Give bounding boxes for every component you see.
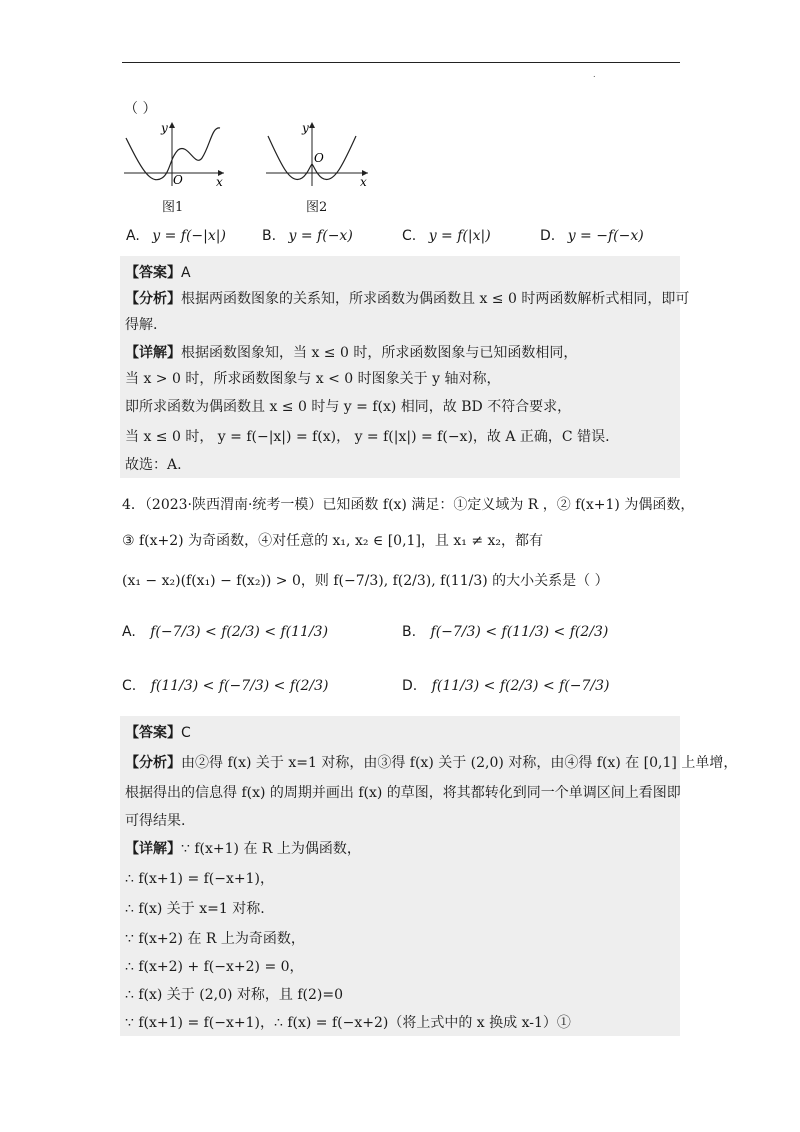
q4-detail-line-4: ∵ f(x+2) 在 R 上为奇函数，	[125, 931, 305, 947]
header-rule	[122, 62, 680, 63]
fig2-x-label: x	[360, 175, 367, 188]
q4-option-b: B. f(−7/3) < f(11/3) < f(2/3)	[402, 624, 609, 640]
fig2-origin-label: O	[314, 151, 324, 165]
figure-2-graph	[262, 118, 374, 188]
q4-detail-line-6: ∴ f(x) 关于 (2,0) 对称，且 f(2)=0	[125, 987, 343, 1003]
q3-solution-block	[120, 256, 690, 478]
q3-option-d: D. y = −f(−x)	[540, 228, 644, 244]
q4-stem-line-3: (x₁ − x₂)(f(x₁) − f(x₂)) > 0，则 f(−7/3), f(2/3), f(11/3) 的大小关系是（ ）	[122, 573, 609, 589]
q3-analysis-line-2: 得解.	[125, 317, 158, 333]
fig1-x-label: x	[216, 175, 223, 188]
q3-analysis-line-1: 【分析】根据两函数图象的关系知，所求函数为偶函数且 x ≤ 0 时两函数解析式相同，即可	[125, 291, 690, 307]
q4-detail-line-7: ∵ f(x+1) = f(−x+1)，∴ f(x) = f(−x+2)（将上式中的 x 换成 x-1）①	[125, 1015, 571, 1031]
q4-detail-line-5: ∴ f(x+2) + f(−x+2) = 0，	[125, 959, 304, 975]
q3-option-c: C. y = f(|x|)	[402, 228, 491, 244]
q4-stem-line-1: 4．（2023·陕西渭南·统考一模）已知函数 f(x) 满足：①定义域为 R ，② f(x+1) 为偶函数，	[122, 497, 695, 513]
q3-option-a: A. y = f(−|x|)	[126, 228, 226, 244]
q4-detail-line-2: ∴ f(x+1) = f(−x+1)，	[125, 871, 274, 887]
q4-solution-block	[120, 716, 738, 1036]
q4-detail-line-3: ∴ f(x) 关于 x=1 对称.	[125, 901, 265, 917]
q4-option-d: D. f(11/3) < f(2/3) < f(−7/3)	[402, 678, 610, 694]
q3-detail-line-4: 当 x ≤ 0 时， y = f(−|x|) = f(x)， y = f(|x|) = f(−x)，故 A 正确，C 错误.	[125, 429, 610, 445]
q3-answer-paren: （ ）	[124, 101, 157, 117]
header-dot: .	[593, 70, 596, 79]
q3-option-b: B. y = f(−x)	[262, 228, 353, 244]
q3-detail-line-5: 故选：A.	[125, 457, 182, 473]
figure-2-caption: 图2	[306, 200, 328, 215]
q3-detail-line-3: 即所求函数为偶函数且 x ≤ 0 时与 y = f(x) 相同，故 BD 不符合要求，	[125, 399, 572, 415]
figure-1-graph	[120, 118, 230, 188]
q4-analysis-line-3: 可得结果.	[125, 813, 186, 829]
q3-answer: 【答案】A	[125, 265, 191, 281]
fig1-y-label: y	[161, 121, 168, 135]
q4-analysis-line-1: 【分析】由②得 f(x) 关于 x=1 对称，由③得 f(x) 关于 (2,0) 对称，由④得 f(x) 在 [0,1] 上单增，	[125, 755, 738, 771]
fig1-origin-label: O	[173, 173, 183, 187]
q4-option-a: A. f(−7/3) < f(2/3) < f(11/3)	[122, 624, 329, 640]
q4-detail-line-1: 【详解】∵ f(x+1) 在 R 上为偶函数，	[125, 841, 361, 857]
q3-detail-line-1: 【详解】根据函数图象知，当 x ≤ 0 时，所求函数图象与已知函数相同，	[125, 345, 578, 361]
figure-1-caption: 图1	[162, 200, 184, 215]
q3-detail-line-2: 当 x > 0 时，所求函数图象与 x < 0 时图象关于 y 轴对称，	[125, 371, 501, 387]
fig2-y-label: y	[302, 121, 309, 135]
q4-answer: 【答案】C	[125, 725, 191, 741]
q4-option-c: C. f(11/3) < f(−7/3) < f(2/3)	[122, 678, 329, 694]
q4-stem-line-2: ③ f(x+2) 为奇函数，④对任意的 x₁, x₂ ∈ [0,1]，且 x₁ ≠ x₂，都有	[122, 533, 544, 549]
q4-analysis-line-2: 根据得出的信息得 f(x) 的周期并画出 f(x) 的草图，将其都转化到同一个单调区间上看图即	[125, 785, 681, 801]
